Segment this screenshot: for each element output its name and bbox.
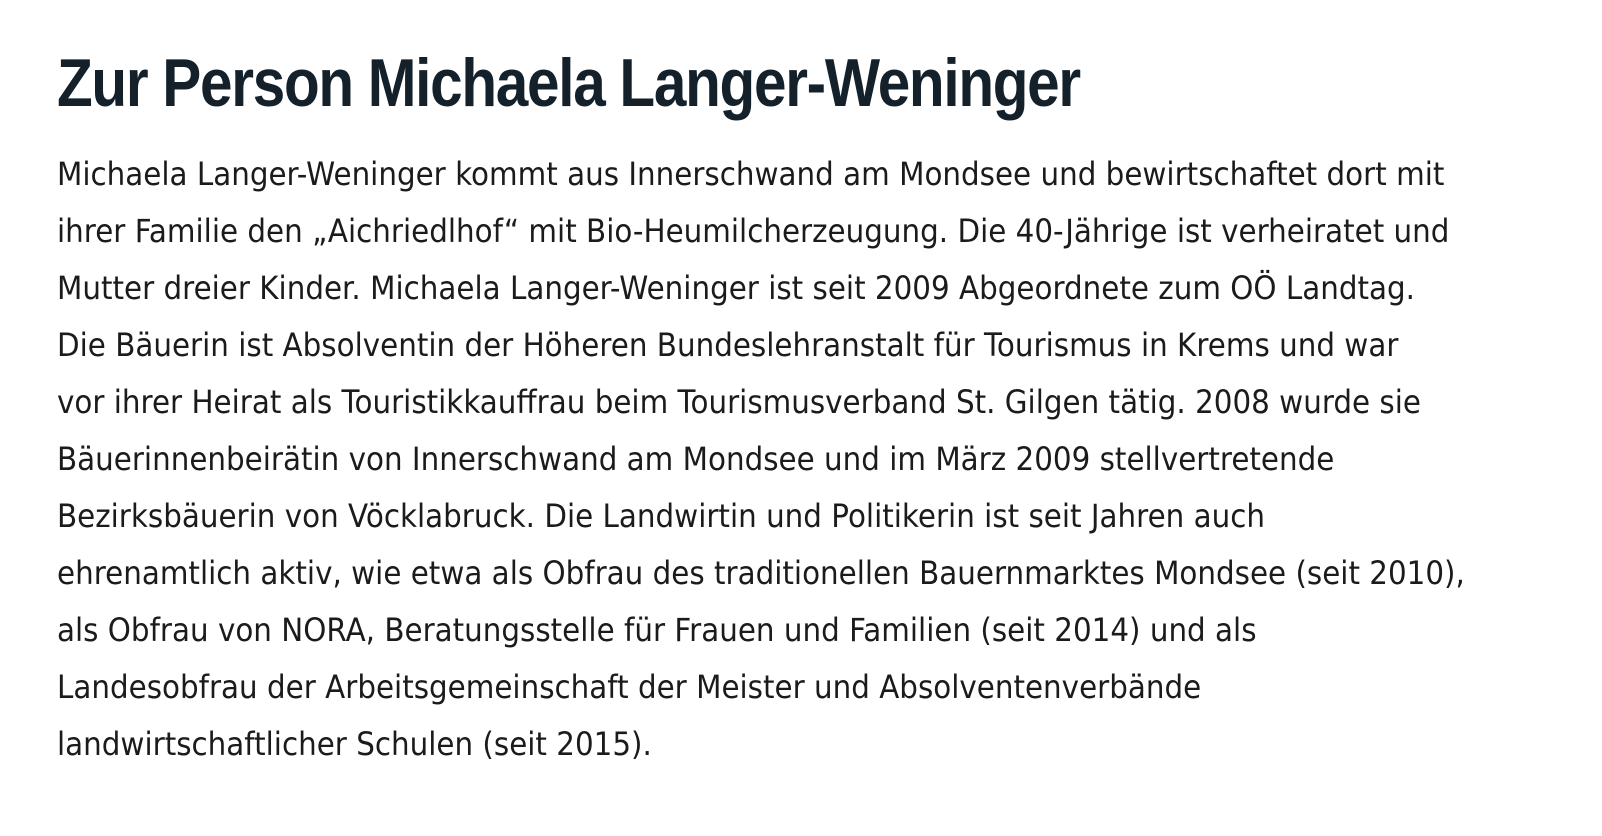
body-line: Bäuerinnenbeirätin von Innerschwand am Mondsee und im März 2009 stellvertretende xyxy=(57,440,1335,478)
body-line: ihrer Familie den „Aichriedlhof“ mit Bio-Heumilcherzeugung. Die 40-Jährige ist verheiratet und xyxy=(57,212,1450,250)
body-line: Mutter dreier Kinder. Michaela Langer-Weninger ist seit 2009 Abgeordnete zum OÖ Landtag. xyxy=(57,269,1415,307)
body-line: Landesobfrau der Arbeitsgemeinschaft der Meister und Absolventenverbände xyxy=(57,668,1202,706)
body-line: Michaela Langer-Weninger kommt aus Innerschwand am Mondsee und bewirtschaftet dort mit xyxy=(57,155,1445,193)
body-line: landwirtschaftlicher Schulen (seit 2015). xyxy=(57,725,652,763)
body-line: vor ihrer Heirat als Touristikkauffrau beim Tourismusverband St. Gilgen tätig. 2008 wurde sie xyxy=(57,383,1421,421)
body-line: Die Bäuerin ist Absolventin der Höheren Bundeslehranstalt für Tourismus in Krems und war xyxy=(57,326,1399,364)
body-line: ehrenamtlich aktiv, wie etwa als Obfrau des traditionellen Bauernmarktes Mondsee (seit 2010), xyxy=(57,554,1465,592)
article-body xyxy=(57,146,1557,773)
body-line: Bezirksbäuerin von Vöcklabruck. Die Landwirtin und Politikerin ist seit Jahren auch xyxy=(57,497,1266,535)
body-line: als Obfrau von NORA, Beratungsstelle für Frauen und Familien (seit 2014) und als xyxy=(57,611,1257,649)
article-title: Zur Person Michaela Langer-Weninger xyxy=(57,45,1080,121)
article xyxy=(57,38,1557,773)
